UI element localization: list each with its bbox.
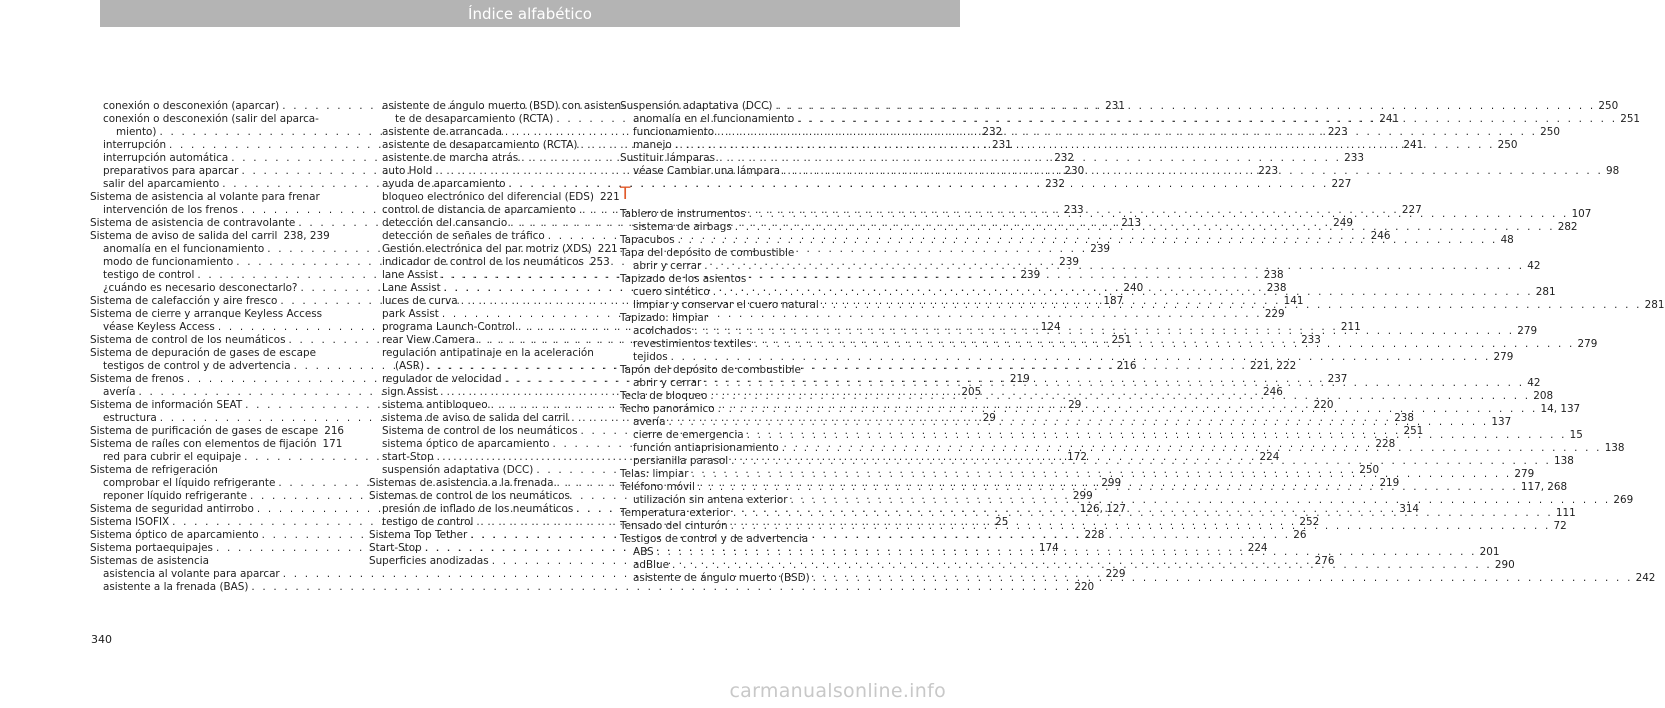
index-page-ref: 249 xyxy=(1333,217,1353,229)
index-line xyxy=(90,425,345,438)
index-page-ref: 279 xyxy=(1514,468,1535,480)
index-term: manejo xyxy=(633,139,672,151)
dot-leader xyxy=(783,165,1603,178)
index-page-ref: 299 xyxy=(1101,477,1122,489)
index-page-ref: 211 xyxy=(1340,321,1361,333)
index-page-ref: 216 xyxy=(324,425,345,437)
index-term: reponer líquido refrigerante xyxy=(103,490,247,502)
index-term: asistente de ángulo muerto (BSD) xyxy=(633,572,810,584)
index-page-ref: 141 xyxy=(1283,295,1304,307)
index-page-ref: 241 xyxy=(1403,139,1424,151)
index-page-ref: 250 xyxy=(1540,126,1560,138)
index-term: Sistema de seguridad antirrobo xyxy=(90,503,254,515)
index-term: Tapizado: limpiar xyxy=(620,312,709,324)
index-term: funcionamiento xyxy=(633,126,715,138)
index-term: anomalía en el funcionamiento xyxy=(103,243,265,255)
index-page-ref: 252 xyxy=(1299,516,1320,528)
index-page-ref: 219 xyxy=(1379,477,1400,489)
index-term: cierre de emergencia xyxy=(633,429,744,441)
index-page-ref: 279 xyxy=(1517,325,1538,337)
dot-leader xyxy=(782,442,1602,455)
index-page-ref: 137 xyxy=(1491,416,1512,428)
index-term: detección del cansancio xyxy=(382,217,508,229)
dot-leader xyxy=(713,286,1533,299)
index-page-ref: 230 xyxy=(1064,165,1085,177)
index-page-ref: 290 xyxy=(1494,559,1515,571)
index-term: Sistema de aviso de salida del carril xyxy=(90,230,278,242)
index-term: regulación antipatinaje en la aceleración xyxy=(382,347,594,359)
index-term: comprobar el líquido refrigerante xyxy=(103,477,276,489)
index-page-ref: 138 xyxy=(1554,455,1574,467)
index-term: Start-Stop xyxy=(369,542,422,554)
index-term: Temperatura exterior xyxy=(620,507,730,519)
index-line xyxy=(90,581,1095,594)
index-page-ref: 246 xyxy=(1263,386,1283,398)
index-line xyxy=(90,438,343,451)
index-term: revestimientos textiles xyxy=(633,338,752,350)
index-term: Sistema de cierre y arranque Keyless Access xyxy=(90,308,323,320)
index-term: luces de curva xyxy=(382,295,458,307)
index-page-ref: 220 xyxy=(1313,399,1334,411)
index-term: Sistema de asistencia de contravolante xyxy=(90,217,296,229)
index-term: detección de señales de tráfico xyxy=(382,230,545,242)
index-page-ref: 232 xyxy=(1054,152,1075,164)
index-term: ABS xyxy=(633,546,654,558)
dot-leader xyxy=(698,481,1518,494)
index-page-ref: 208 xyxy=(1533,390,1554,402)
index-term: asistente de desaparcamiento (RCTA) xyxy=(382,139,578,151)
index-page-ref: 233 xyxy=(1063,204,1084,216)
index-page-ref: 219 xyxy=(1009,373,1030,385)
index-entry xyxy=(90,425,345,438)
index-entry xyxy=(369,191,620,204)
dot-leader xyxy=(704,260,1524,273)
dot-leader xyxy=(733,507,1553,520)
index-page-ref: 276 xyxy=(1314,555,1335,567)
dot-leader xyxy=(822,299,1642,312)
index-term: ayuda de aparcamiento xyxy=(382,178,506,190)
index-line xyxy=(90,191,328,204)
index-page-ref: 224 xyxy=(1247,542,1268,554)
index-term: Tapa del depósito de combustible xyxy=(620,247,795,259)
index-page-ref: 223 xyxy=(1327,126,1348,138)
dot-leader xyxy=(671,351,1491,364)
index-page-ref: 231 xyxy=(991,139,1012,151)
index-term: sistema óptico de aparcamiento xyxy=(382,438,550,450)
index-page-ref: 238 xyxy=(1263,269,1284,281)
dot-leader xyxy=(755,338,1575,351)
index-term: abrir y cerrar xyxy=(633,260,702,272)
index-term: modo de funcionamiento xyxy=(103,256,234,268)
index-term: ¿cuándo es necesario desconectarlo? xyxy=(103,282,298,294)
dot-leader xyxy=(731,520,1551,533)
index-term: Sistema de raíles con elementos de fijación xyxy=(90,438,317,450)
index-term: Tapacubos xyxy=(620,234,675,246)
index-term: bloqueo electrónico del diferencial (EDS) xyxy=(382,191,594,203)
index-term: función antiaprisionamiento xyxy=(633,442,779,454)
index-line xyxy=(369,490,607,503)
index-page-ref: 237 xyxy=(1327,373,1348,385)
index-page-ref: 239 xyxy=(1059,256,1079,268)
index-term: Telas: limpiar xyxy=(620,468,689,480)
index-page-ref: 171 xyxy=(322,438,343,450)
index-term: rear View Camera xyxy=(382,334,476,346)
index-page-ref: 232 xyxy=(1045,178,1065,190)
index-term: avería xyxy=(103,386,136,398)
index-page-ref: 238, 239 xyxy=(283,230,330,242)
index-term: Sistema ISOFIX xyxy=(90,516,170,528)
index-page-ref: 221 xyxy=(597,243,618,255)
index-entry xyxy=(369,256,610,269)
index-term: park Assist xyxy=(382,308,439,320)
index-term: tejidos xyxy=(633,351,668,363)
index-page-ref: 98 xyxy=(1605,165,1620,177)
index-term: programa Launch-Control xyxy=(382,321,515,333)
index-page-ref: 228 xyxy=(1375,438,1396,450)
section-header xyxy=(100,0,960,27)
index-term: Lane Assist xyxy=(382,282,441,294)
index-page-ref: 240 xyxy=(1123,282,1144,294)
index-term: adBlue xyxy=(633,559,669,571)
index-entry xyxy=(620,351,1514,364)
index-term: Teléfono móvil xyxy=(620,481,695,493)
index-page-ref: 279 xyxy=(1493,351,1514,363)
index-page-ref: 250 xyxy=(1359,464,1380,476)
index-term: Superficies anodizadas xyxy=(369,555,489,567)
index-page-ref: 221 xyxy=(599,191,620,203)
index-term: Sistema de control de los neumáticos xyxy=(382,425,578,437)
dot-leader xyxy=(704,377,1524,390)
index-line xyxy=(620,364,858,377)
index-page-ref: 299 xyxy=(1072,490,1093,502)
index-line xyxy=(90,347,328,360)
index-line xyxy=(369,347,607,360)
index-page-ref: 233 xyxy=(1301,334,1321,346)
index-line xyxy=(90,113,328,126)
index-term: indicador de control de los neumáticos xyxy=(382,256,584,268)
dot-leader xyxy=(813,572,1633,585)
dot-leader xyxy=(731,455,1551,468)
index-page-ref: 242 xyxy=(1635,572,1656,584)
index-term: Tensado del cinturón xyxy=(620,520,728,532)
index-term: limpiar y conservar el cuero natural xyxy=(633,299,819,311)
index-term: Sistemas de asistencia xyxy=(90,555,209,567)
index-term: suspensión adaptativa (DCC) xyxy=(382,464,534,476)
index-entry xyxy=(90,438,343,451)
index-entry xyxy=(90,581,1095,594)
section-title: Índice alfabético xyxy=(468,4,592,23)
index-term: véase Keyless Access xyxy=(103,321,215,333)
index-page-ref: 25 xyxy=(995,516,1009,528)
index-term: Tablero de instrumentos xyxy=(620,208,746,220)
index-term: Sistema portaequipajes xyxy=(90,542,213,554)
dot-leader xyxy=(790,494,1610,507)
index-page-ref: 111 xyxy=(1555,507,1576,519)
index-term: Suspensión adaptativa (DCC) xyxy=(620,100,773,112)
index-term: red para cubrir el equipaje xyxy=(103,451,242,463)
index-term: regulador de velocidad xyxy=(382,373,502,385)
index-page-ref: 15 xyxy=(1569,429,1583,441)
index-term: Sistema de purificación de gases de escape xyxy=(90,425,319,437)
index-term: Testigos de control y de advertencia xyxy=(620,533,809,545)
index-term: acolchados xyxy=(633,325,692,337)
index-line xyxy=(620,152,858,165)
index-term: sistema de airbags xyxy=(633,221,732,233)
index-term: anomalía en el funcionamiento xyxy=(633,113,795,125)
index-term: Sistema de calefacción y aire fresco xyxy=(90,295,278,307)
index-term: salir del aparcamiento xyxy=(103,178,220,190)
dot-leader xyxy=(797,113,1617,126)
index-term: Sistema de control de los neumáticos xyxy=(90,334,286,346)
index-page-ref: 26 xyxy=(1293,529,1307,541)
index-term: testigos de control y de advertencia xyxy=(103,360,291,372)
index-term: conexión o desconexión (aparcar) xyxy=(103,100,280,112)
index-page-ref: 224 xyxy=(1259,451,1280,463)
index-page-ref: 29 xyxy=(982,412,996,424)
dot-leader xyxy=(718,403,1538,416)
index-term: start-Stop xyxy=(382,451,434,463)
index-page-ref: 250 xyxy=(1497,139,1518,151)
index-page-ref: 251 xyxy=(1403,425,1424,437)
index-term: Sistema de refrigeración xyxy=(90,464,218,476)
dot-leader xyxy=(694,325,1514,338)
index-page-ref: 201 xyxy=(1479,546,1500,558)
index-page-ref: 124 xyxy=(1040,321,1061,333)
dot-leader xyxy=(749,208,1569,221)
index-page-ref: 233 xyxy=(1344,152,1364,164)
index-page-ref: 42 xyxy=(1527,260,1541,272)
index-term: asistente de ángulo muerto (BSD) con asisten- xyxy=(382,100,625,112)
index-term: testigo de control xyxy=(382,516,474,528)
index-page-ref: 48 xyxy=(1500,234,1514,246)
index-page-ref: 239 xyxy=(1090,243,1111,255)
index-line xyxy=(620,351,1514,364)
index-page-ref: 269 xyxy=(1613,494,1634,506)
index-letter-heading: T xyxy=(620,184,631,204)
index-page-ref: 251 xyxy=(1620,113,1641,125)
index-page-ref: 216 xyxy=(1116,360,1137,372)
index-page-ref: 281 xyxy=(1644,299,1665,311)
index-term: cuero sintético xyxy=(633,286,710,298)
index-line xyxy=(90,230,328,243)
index-page-ref: 232 xyxy=(982,126,1003,138)
index-page-ref: 29 xyxy=(1068,399,1082,411)
index-term: asistente de marcha atrás xyxy=(382,152,519,164)
index-page-ref: 14, 137 xyxy=(1540,403,1581,415)
index-term: lane Assist xyxy=(382,269,438,281)
index-term: Sistemas de control de los neumáticos xyxy=(369,490,570,502)
index-term: utilización sin antena exterior xyxy=(633,494,788,506)
index-page-ref: 279 xyxy=(1577,338,1598,350)
index-line xyxy=(620,273,858,286)
index-term: testigo de control xyxy=(103,269,195,281)
index-term: estructura xyxy=(103,412,157,424)
index-term: control de distancia de aparcamiento xyxy=(382,204,576,216)
page-number: 340 xyxy=(91,633,112,646)
index-term: Sistema de asistencia al volante para frenar xyxy=(90,191,320,203)
index-page-ref: 238 xyxy=(1394,412,1415,424)
index-term: Sistemas de asistencia a la frenada xyxy=(369,477,554,489)
index-term: Sistema de frenos xyxy=(90,373,184,385)
index-page-ref: 229 xyxy=(1264,308,1285,320)
index-term: Techo panorámico xyxy=(620,403,715,415)
index-term: (ASR) xyxy=(395,360,425,372)
index-page-ref: 223 xyxy=(1258,165,1279,177)
index-page-ref: 250 xyxy=(1598,100,1619,112)
index-page-ref: 205 xyxy=(961,386,982,398)
index-page-ref: 126, 127 xyxy=(1079,503,1127,515)
index-term: te de desaparcamiento (RCTA) xyxy=(395,113,554,125)
index-page-ref: 239 xyxy=(1020,269,1041,281)
index-entry xyxy=(369,243,618,256)
dot-leader xyxy=(710,390,1530,403)
index-term: Sustituir lámparas xyxy=(620,152,716,164)
index-term: miento) xyxy=(116,126,157,138)
index-page-ref: 174 xyxy=(1038,542,1059,554)
index-line xyxy=(369,100,625,113)
index-page-ref: 227 xyxy=(1331,178,1352,190)
index-term: avería xyxy=(633,416,666,428)
index-page-ref: 246 xyxy=(1370,230,1391,242)
index-line xyxy=(620,247,858,260)
index-page-ref: 172 xyxy=(1067,451,1087,463)
index-line xyxy=(369,191,620,204)
index-line xyxy=(369,243,618,256)
index-page-ref: 107 xyxy=(1571,208,1592,220)
index-page-ref: 220 xyxy=(1074,581,1095,593)
dot-leader xyxy=(747,429,1567,442)
dot-leader xyxy=(691,468,1511,481)
index-page-ref: 231 xyxy=(1105,100,1125,112)
index-line xyxy=(620,533,858,546)
index-term: Sistema de depuración de gases de escape xyxy=(90,347,317,359)
index-term: Tapón del depósito de combustible xyxy=(620,364,801,376)
index-line xyxy=(369,256,610,269)
index-line xyxy=(90,555,328,568)
index-page-ref: 187 xyxy=(1103,295,1124,307)
index-page-ref: 213 xyxy=(1121,217,1142,229)
index-term: Sistema de información SEAT xyxy=(90,399,243,411)
index-page-ref: 281 xyxy=(1535,286,1556,298)
index-page-ref: 251 xyxy=(1111,334,1132,346)
index-term: véase Cambiar una lámpara xyxy=(633,165,781,177)
index-term: persianilla parasol xyxy=(633,455,729,467)
index-page-ref: 227 xyxy=(1401,204,1422,216)
index-term: conexión o desconexión (salir del aparca- xyxy=(103,113,319,125)
index-term: asistente de arrancada xyxy=(382,126,502,138)
index-term: interrupción xyxy=(103,139,167,151)
index-term: Sistema óptico de aparcamiento xyxy=(90,529,259,541)
index-entry xyxy=(90,230,328,243)
index-term: sistema de aviso de salida del carril xyxy=(382,412,569,424)
index-term: asistencia al volante para aparcar xyxy=(103,568,280,580)
index-page-ref: 238 xyxy=(1266,282,1287,294)
index-term: auto Hold xyxy=(382,165,433,177)
index-page-ref: 221, 222 xyxy=(1249,360,1297,372)
index-term: interrupción automática xyxy=(103,152,229,164)
index-page-ref: 117, 268 xyxy=(1520,481,1568,493)
index-term: Tapizado de los asientos xyxy=(620,273,747,285)
index-page-ref: 229 xyxy=(1105,568,1126,580)
index-line xyxy=(90,308,328,321)
index-term: presión de inflado de los neumáticos xyxy=(382,503,574,515)
index-page-ref: 138 xyxy=(1604,442,1625,454)
watermark-logo: carmanualsonline.info xyxy=(729,680,946,702)
index-term: Gestión electrónica del par motriz (XDS) xyxy=(382,243,592,255)
index-term: asistente a la frenada (BAS) xyxy=(103,581,249,593)
dot-leader xyxy=(678,234,1498,247)
dot-leader xyxy=(668,416,1488,429)
index-term: intervención de los frenos xyxy=(103,204,238,216)
index-line xyxy=(90,464,328,477)
index-page-ref: 42 xyxy=(1527,377,1541,389)
dot-leader xyxy=(735,221,1555,234)
index-page-ref: 253 xyxy=(589,256,610,268)
index-term: preparativos para aparcar xyxy=(103,165,239,177)
index-page-ref: 72 xyxy=(1553,520,1567,532)
dot-leader xyxy=(717,126,1537,139)
index-term: sistema antibloqueo xyxy=(382,399,488,411)
index-term: sign Assist xyxy=(382,386,438,398)
index-page-ref: 241 xyxy=(1379,113,1400,125)
dot-leader xyxy=(775,100,1595,113)
index-term: Sistema Top Tether xyxy=(369,529,468,541)
index-page-ref: 282 xyxy=(1557,221,1578,233)
dot-leader xyxy=(672,559,1492,572)
index-page-ref: 314 xyxy=(1399,503,1420,515)
index-line xyxy=(620,312,858,325)
index-page-ref: 228 xyxy=(1084,529,1105,541)
dot-leader xyxy=(675,139,1495,152)
index-term: Tecla de bloqueo xyxy=(620,390,708,402)
dot-leader xyxy=(657,546,1477,559)
index-term: abrir y cerrar xyxy=(633,377,702,389)
